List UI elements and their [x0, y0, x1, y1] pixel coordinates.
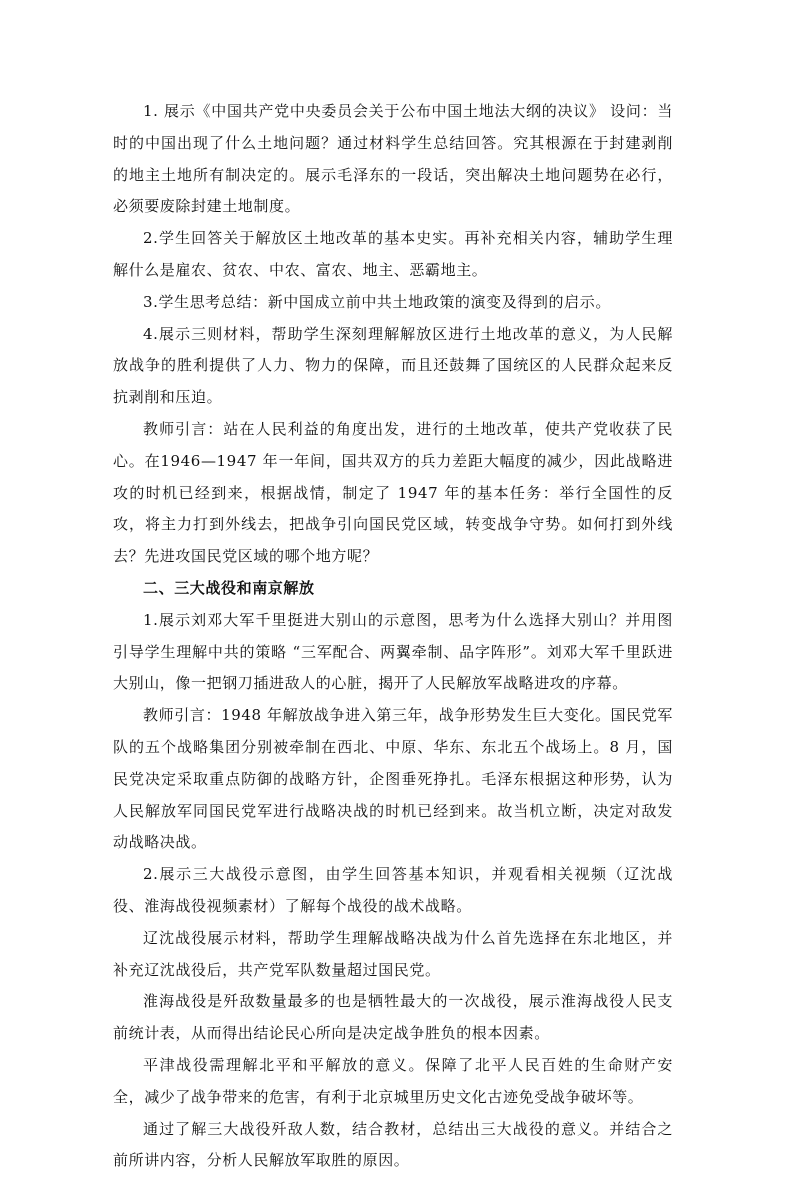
- paragraph-huaihai-campaign: 淮海战役是歼敌数量最多的也是牺牲最大的一次战役，展示淮海战役人民支前统计表，从而得出结论民心所向是决定战争胜负的根本因素。: [113, 986, 673, 1050]
- paragraph-land-law-resolution: 1. 展示《中国共产党中央委员会关于公布中国土地法大纲的决议》 设问：当时的中国出现了什么土地问题？通过材料学生总结回答。究其根源在于封建剥削的地主土地所有制决定的。展示毛泽东的一段话，突出解决土地问题势在必行，必须要废除封建土地制度。: [113, 96, 673, 223]
- paragraph-land-reform-facts: 2.学生回答关于解放区土地改革的基本史实。再补充相关内容，辅助学生理解什么是雇农、贫农、中农、富农、地主、恶霸地主。: [113, 223, 673, 287]
- paragraph-liaoshen-campaign: 辽沈战役展示材料，帮助学生理解战略决战为什么首先选择在东北地区，并补充辽沈战役后，共产党军队数量超过国民党。: [113, 923, 673, 987]
- paragraph-teacher-intro-1948: 教师引言：1948 年解放战争进入第三年，战争形势发生巨大变化。国民党军队的五个战略集团分别被牵制在西北、中原、华东、东北五个战场上。8 月，国民党决定采取重点防御的战略方针，企图垂死挣扎。毛泽东根据这种形势，认为人民解放军同国民党军进行战略决战的时机已经到来。故当机立断，决定对敌发动战略决战。: [113, 700, 673, 859]
- document-page: [113, 96, 673, 1177]
- section-heading-three-campaigns: 二、三大战役和南京解放: [113, 573, 673, 605]
- paragraph-land-reform-significance: 4.展示三则材料，帮助学生深刻理解解放区进行土地改革的意义，为人民解放战争的胜利提供了人力、物力的保障，而且还鼓舞了国统区的人民群众起来反抗剥削和压迫。: [113, 319, 673, 414]
- paragraph-three-campaigns-map: 2.展示三大战役示意图，由学生回答基本知识，并观看相关视频（辽沈战役、淮海战役视频素材）了解每个战役的战术战略。: [113, 859, 673, 923]
- paragraph-teacher-intro-1947: 教师引言：站在人民利益的角度出发，进行的土地改革，使共产党收获了民心。在1946—1947 年一年间，国共双方的兵力差距大幅度的减少，因此战略进攻的时机已经到来，根据战情，制定了 1947 年的基本任务：举行全国性的反攻，将主力打到外线去，把战争引向国民党区域，转变战争守势。如何打到外线去？先进攻国民党区域的哪个地方呢？: [113, 414, 673, 573]
- paragraph-land-policy-summary: 3.学生思考总结：新中国成立前中共土地政策的演变及得到的启示。: [113, 287, 673, 319]
- paragraph-campaigns-significance: 通过了解三大战役歼敌人数，结合教材，总结出三大战役的意义。并结合之前所讲内容，分析人民解放军取胜的原因。: [113, 1114, 673, 1177]
- paragraph-pingjin-campaign: 平津战役需理解北平和平解放的意义。保障了北平人民百姓的生命财产安全，减少了战争带来的危害，有利于北京城里历史文化古迹免受战争破坏等。: [113, 1050, 673, 1114]
- paragraph-dabie-mountains: 1.展示刘邓大军千里挺进大别山的示意图，思考为什么选择大别山？并用图引导学生理解中共的策略 “三军配合、两翼牵制、品字阵形”。刘邓大军千里跃进大别山，像一把钢刀插进敌人的心脏，揭开了人民解放军战略进攻的序幕。: [113, 605, 673, 700]
